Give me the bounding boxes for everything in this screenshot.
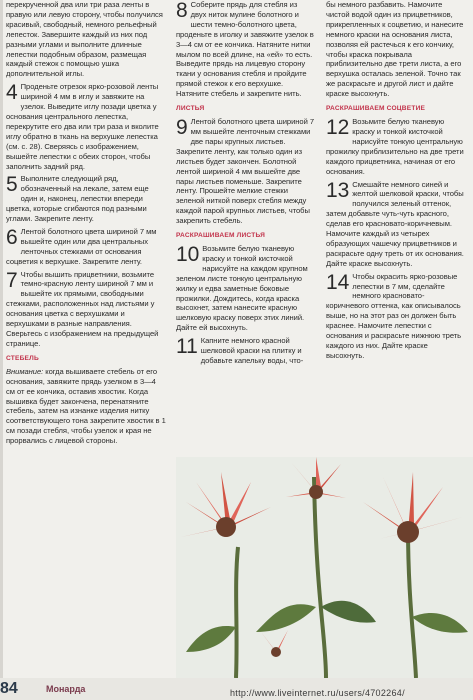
column-2: [176, 0, 315, 366]
step-11: [176, 336, 315, 366]
step-number: 10: [176, 243, 200, 267]
step-number: 4: [6, 81, 18, 105]
flower-illustration: [176, 457, 473, 678]
step-4: [6, 82, 166, 171]
embroidery-photo: [176, 457, 473, 678]
note-paragraph: [6, 367, 166, 446]
step-8: [176, 0, 315, 99]
step-number: 14: [326, 270, 350, 294]
step-text: Возьмите белую тканевую краску и тонкой кисточкой нарисуйте тонкую центральную прожилку приблизительно на две трети каждого прицветника, начиная от его основания.: [326, 117, 464, 176]
step-number: 6: [6, 225, 18, 249]
step-6: [6, 227, 166, 267]
footer-title: Монарда: [46, 684, 86, 694]
step-10: [176, 244, 315, 333]
step-13: [326, 180, 466, 269]
page-edge: [0, 0, 3, 700]
step-text: Лентой болотного цвета шириной 7 мм вышейте ленточным стежками две пары крупных листьев. Закрепите ленту, как только один из листьев будет закончен. Болотной лентой шириной 4 мм вышейте две пары листьев поменьше. Закрепите ленту. Прошейте мелкие стежки зеленой ниткой поверх стебля между каждой парой крупных листьев, чтобы закрепить стебель.: [176, 117, 315, 226]
step-number: 8: [176, 0, 188, 22]
note-text: когда вышиваете стебель от его основания, завяжите прядь узелком в 3—4 см от ее кончика, оставив хвостик. Когда вышивка будет закончена, перенатяните стебель, затем на изнанке изделия нитку соответствующего тона закрепите хвостик в 1 см позади стебля, чтобы узелок и края не прорвались с лицевой стороны.: [6, 366, 166, 446]
column-1: [6, 0, 166, 446]
section-heading-stem: СТЕБЕЛЬ: [6, 354, 39, 362]
step-text: Капните немного красной шелковой краски на плитку и добавьте капельку воды, что-: [200, 336, 304, 365]
step-text: Смешайте немного синей и желтой шелковой краски, чтобы получился зеленый оттенок, затем добавьте чуть-чуть красного, сделав его красновато-коричневым. Намочите каждый из четырех образующих чашечку прицветников и раскрасьте одну треть от их основания. Дайте краске высохнуть.: [326, 179, 464, 268]
page-number: 84: [0, 680, 18, 697]
intro-paragraph: бы немного разбавить. Намочите чистой водой один из прицветников, прикрепленных к соцветию, и нанесите немного краски на основания листа, позволяя ей растечься к его кончику, чтобы краска покрывала приблизительно две трети листа, а его верхушка осталась зеленой. Точно так же раскрасьте и другой лист и дайте краске высохнуть.: [326, 0, 464, 99]
step-number: 12: [326, 116, 350, 140]
note-label: Внимание:: [6, 366, 44, 376]
step-5: [6, 174, 166, 224]
step-text: Возьмите белую тканевую краску и тонкой кисточкой нарисуйте на каждом крупном зеленом листе тонкую центральную жилку и едва заметные боковые прожилки. Дождитесь, когда краска высохнет, затем нанесите красную шелковую краску поверх этих линий. Дайте ей высохнуть.: [176, 244, 308, 333]
step-number: 7: [6, 268, 18, 292]
column-3: [326, 0, 466, 361]
step-text: Чтобы окрасить ярко-розовые лепестки в 7 мм, сделайте немного красновато-коричневого оттенка, как описывалось выше, но на этот раз он должен быть краснее. Намочите лепестки с основания и раскрасьте нижнюю треть каждого из них. Дайте краске высохнуть.: [326, 271, 462, 360]
intro-paragraph: перекрученной два или три раза ленты в правую или левую сторону, чтобы получился красивый, свободный, немного рельефный лепесток. Завершите каждый из них под разными углами и выполните длинные лепестки подобным образом, размещая каждый стежок с помощью ушка дополнительной иглы.: [6, 0, 163, 79]
step-number: 11: [176, 335, 198, 359]
step-number: 13: [326, 178, 350, 202]
step-text: Чтобы вышить прицветники, возьмите темно-красную ленту шириной 7 мм и вышейте их прямыми, свободными стежками, расположенных над листьями у основания цветка с верхушками и верхушками в разные направления. Сверьтесь с изображением на предыдущей странице.: [6, 269, 159, 348]
step-7: [6, 270, 166, 349]
step-12: [326, 117, 466, 176]
step-text: Выполните следующий ряд, обозначенный на лекале, затем еще один и, наконец, лепестки впереди цветка, которые сгибаются под разными углами. Закрепите ленту.: [6, 174, 149, 224]
section-heading-paint-flower: РАСКРАШИВАЕМ СОЦВЕТИЕ: [326, 105, 426, 113]
section-heading-paint-leaves: РАСКРАШИВАЕМ ЛИСТЬЯ: [176, 232, 266, 240]
section-heading-leaves: ЛИСТЬЯ: [176, 105, 205, 113]
step-14: [326, 272, 466, 361]
step-text: Лентой болотного цвета шириной 7 мм вышейте один или два центральных ленточных стежками от основания соцветия к верхушке. Закрепите ленту.: [6, 226, 157, 266]
step-9: [176, 117, 315, 226]
step-number: 9: [176, 116, 188, 140]
step-text: Проденьте отрезок ярко-розовой ленты шириной 4 мм в иглу и завяжите на узелок. Выведите иглу позади цветка у основания центрального лепестка, перекрутите его два или три раза и вколите иглу обратно в ткань на верхушке лепестка (см. с. 28). Сверяясь с изображением, вышейте лепестки с обеих сторон, чтобы заполнить задний ряд.: [6, 82, 159, 171]
step-text: Соберите прядь для стебля из двух ниток мулине болотного и шести темно-болотного цвета, проденьте в иголку и завяжите узелок в 3—4 см от ее кончика. Натяните нитки мылом по всей длине, на «ей» то есть. Выведите прядь на лицевую сторону ткани у основания стебля и пройдите прямой стежок к его верхушке. Натяните стебель и закрепите нить.: [176, 0, 314, 99]
step-number: 5: [6, 173, 18, 197]
watermark-url: http://www.liveinternet.ru/users/4702264/: [230, 688, 405, 698]
